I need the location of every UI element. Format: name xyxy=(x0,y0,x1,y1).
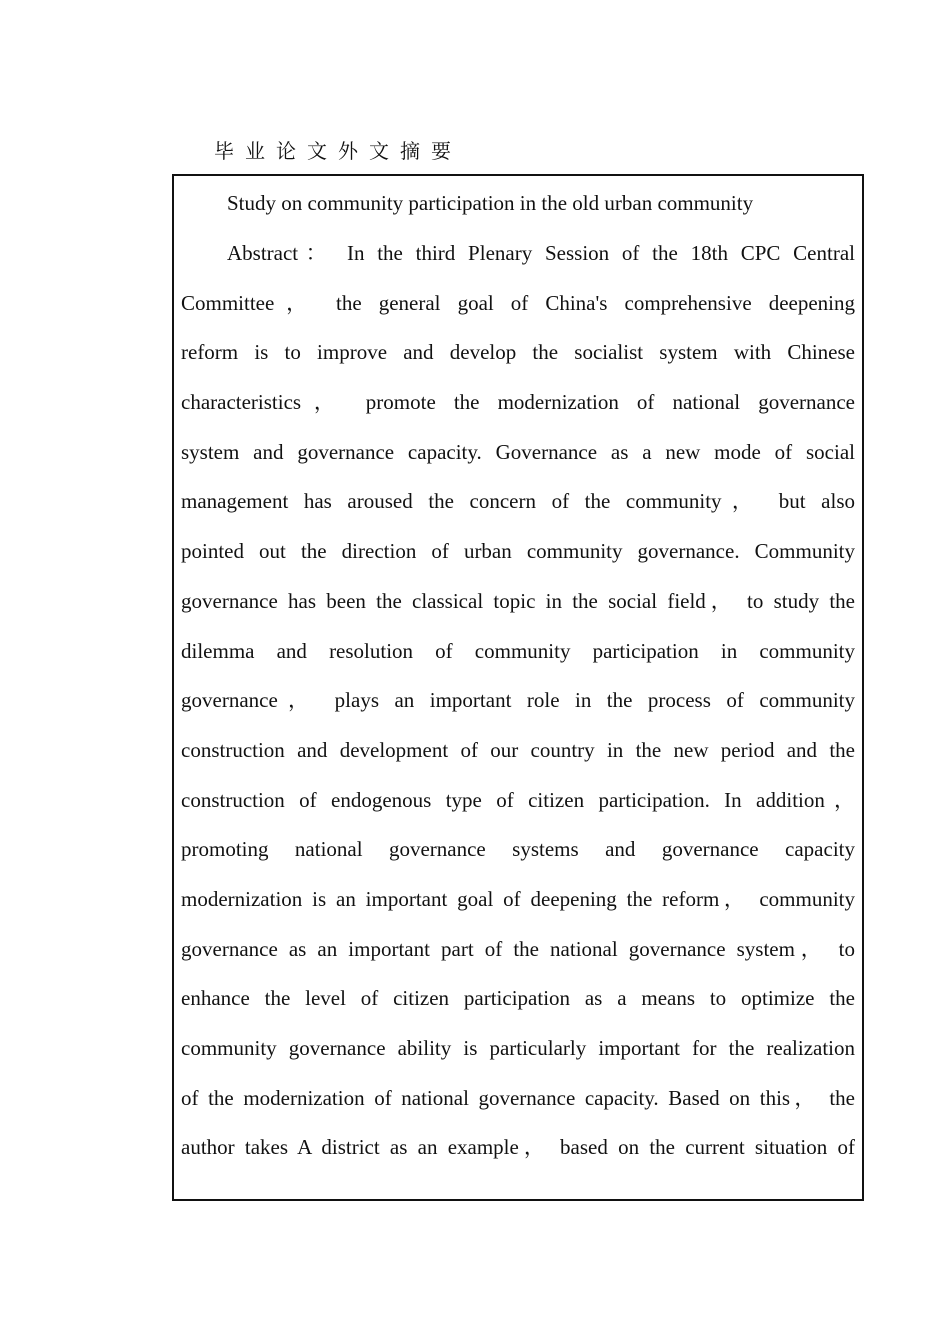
abstract-line: author takes A district as an example， based on the current situation of xyxy=(181,1135,855,1160)
abstract-line: governance has been the classical topic in the social field， to study the xyxy=(181,588,855,613)
abstract-line: pointed out the direction of urban community governance. Community xyxy=(181,539,855,564)
abstract-line: construction and development of our country in the new period and the xyxy=(181,737,855,762)
abstract-line: promoting national governance systems and governance capacity xyxy=(181,837,855,862)
abstract-line: characteristics， promote the modernization of national governance xyxy=(181,390,855,415)
abstract-line: system and governance capacity. Governance as a new mode of social xyxy=(181,439,855,464)
abstract-line: reform is to improve and develop the socialist system with Chinese xyxy=(181,340,855,365)
abstract-box xyxy=(172,174,864,1201)
abstract-line: governance， plays an important role in the process of community xyxy=(181,688,855,713)
abstract-line: of the modernization of national governance capacity. Based on this， the xyxy=(181,1085,855,1110)
abstract-body xyxy=(181,239,855,1183)
abstract-line: community governance ability is particularly important for the realization xyxy=(181,1036,855,1060)
abstract-content xyxy=(181,189,855,1183)
abstract-line: dilemma and resolution of community participation in community xyxy=(181,638,855,663)
abstract-line: Abstract： In the third Plenary Session of the 18th CPC Central xyxy=(227,241,855,265)
abstract-line: enhance the level of citizen participation as a means to optimize the xyxy=(181,986,855,1011)
abstract-line: governance as an important part of the national governance system， to xyxy=(181,936,855,961)
page-heading: 毕业论文外文摘要 xyxy=(214,139,462,163)
abstract-line: Committee， the general goal of China's comprehensive deepening xyxy=(181,290,855,315)
abstract-line: management has aroused the concern of the community， but also xyxy=(181,489,855,514)
abstract-line: construction of endogenous type of citizen participation. In addition， xyxy=(181,787,855,812)
paper-title: Study on community participation in the old urban community xyxy=(227,191,754,215)
abstract-line: modernization is an important goal of deepening the reform， community xyxy=(181,886,855,911)
